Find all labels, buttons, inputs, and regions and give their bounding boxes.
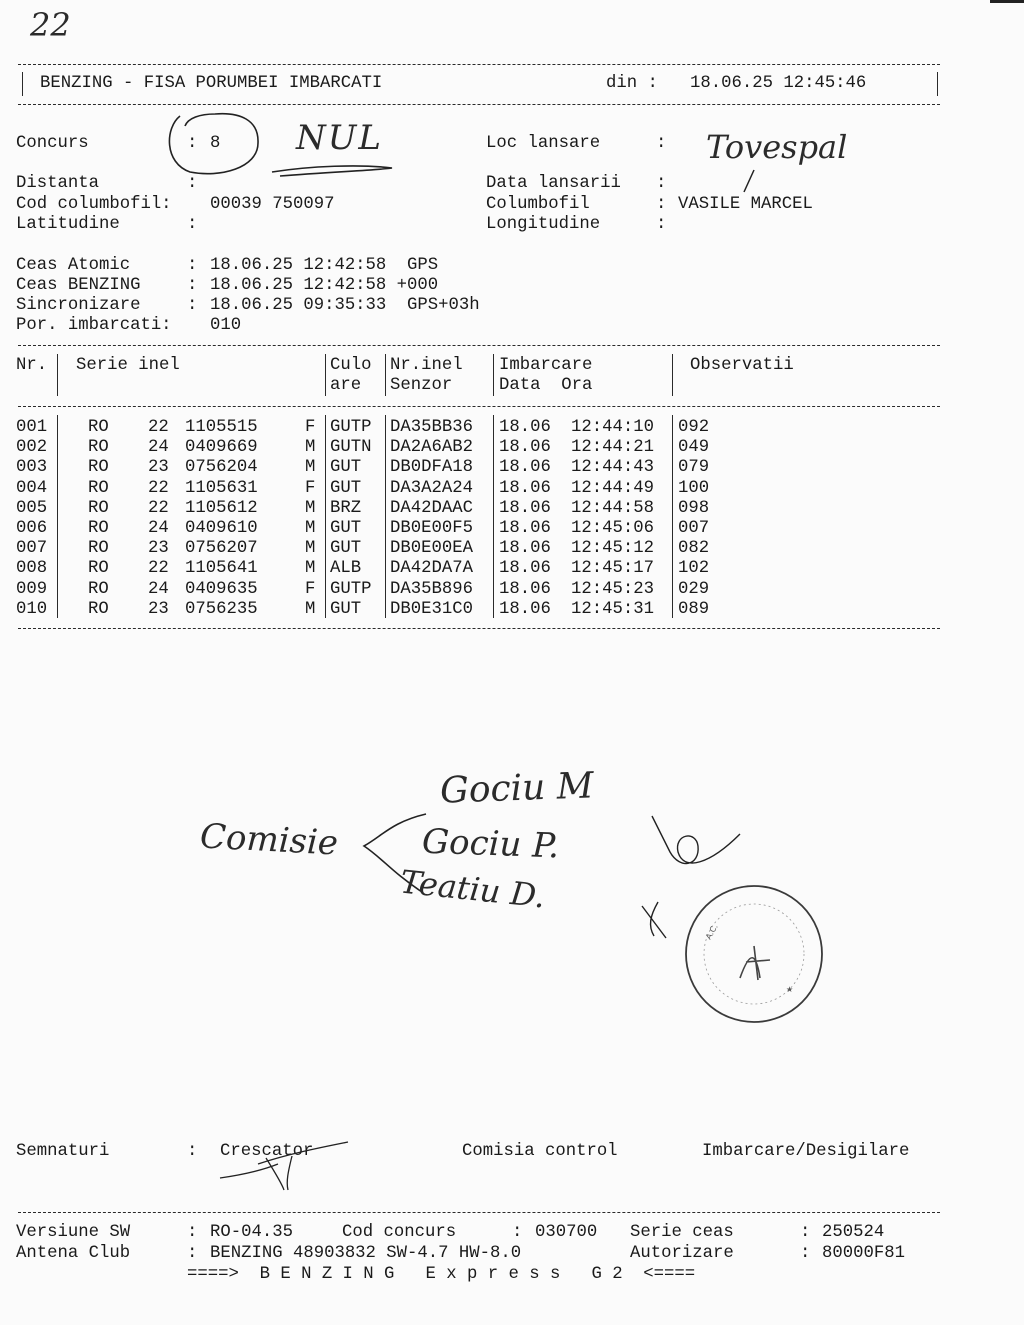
row-embark-time: 12:44:58	[571, 498, 654, 518]
antena-club-colon: :	[187, 1244, 198, 1263]
row-ring-number: 0409610	[185, 519, 258, 538]
row-sensor-id: DB0E31C0	[390, 599, 473, 619]
row-number: 006	[16, 519, 48, 538]
serie-ceas-value: 250524	[822, 1223, 885, 1242]
row-embark-date: 18.06	[499, 478, 551, 498]
row-observatii: 049	[678, 438, 710, 458]
cod-columbofil-value: 00039 750097	[210, 195, 335, 214]
row-country: RO	[88, 519, 109, 538]
table-top-rule	[18, 345, 940, 346]
versiune-sw-colon: :	[187, 1223, 198, 1242]
ceas-benzing-label: Ceas BENZING	[16, 276, 141, 295]
row-number: 001	[16, 418, 48, 437]
ceas-atomic-value: 18.06.25 12:42:58 GPS	[210, 256, 439, 275]
loc-lansare-handwritten: Tovespal	[706, 128, 848, 166]
row-observatii: 079	[678, 458, 710, 478]
col-header-imbarcare-2: Data Ora	[499, 376, 593, 395]
row-ring-number: 1105612	[185, 498, 258, 518]
row-ring-year: 24	[148, 438, 169, 458]
row-ring-number: 1105641	[185, 559, 258, 579]
row-embark-date: 18.06	[499, 579, 551, 599]
row-sex: F	[305, 579, 316, 599]
row-embark-date: 18.06	[499, 599, 551, 619]
row-number: 010	[16, 599, 48, 619]
row-number: 009	[16, 579, 48, 599]
col-header-nr-inel-1: Nr.inel	[390, 356, 463, 375]
row-embark-time: 12:45:23	[571, 579, 654, 599]
row-observatii: 098	[678, 498, 710, 518]
row-color: GUT	[330, 458, 362, 478]
row-color: BRZ	[330, 498, 362, 518]
row-color: ALB	[330, 559, 362, 579]
row-embark-date: 18.06	[499, 539, 551, 559]
official-stamp	[680, 880, 828, 1028]
table-bottom-rule	[18, 628, 940, 629]
signature-crescator: Crescator	[220, 1142, 314, 1161]
versiune-sw-label: Versiune SW	[16, 1223, 131, 1242]
row-sensor-id: DA42DA7A	[390, 559, 473, 579]
crescator-signature-scribble	[218, 1134, 358, 1194]
benzing-express-banner: ====> B E N Z I N G E x p r e s s G 2 <====	[187, 1265, 696, 1284]
body-divider-5	[672, 415, 673, 618]
row-color: GUT	[330, 478, 362, 498]
versiune-sw-value: RO-04.35	[210, 1223, 293, 1242]
col-header-imbarcare-1: Imbarcare	[499, 356, 593, 375]
cod-concurs-label: Cod concurs	[342, 1223, 457, 1242]
row-number: 007	[16, 539, 48, 559]
row-observatii: 082	[678, 539, 710, 559]
col-header-culoare-2: are	[330, 376, 362, 395]
row-country: RO	[88, 478, 109, 498]
report-title: BENZING - FISA PORUMBEI IMBARCATI	[40, 74, 383, 93]
autorizare-colon: :	[800, 1244, 811, 1263]
row-color: GUTP	[330, 418, 372, 437]
row-sensor-id: DB0E00F5	[390, 519, 473, 538]
header-divider-3	[385, 354, 386, 396]
latitudine-label: Latitudine	[16, 215, 120, 234]
row-embark-date: 18.06	[499, 418, 551, 437]
svg-text:★: ★	[786, 985, 794, 994]
row-sex: M	[305, 519, 316, 538]
row-observatii: 102	[678, 559, 710, 579]
table-header-rule	[18, 406, 940, 407]
report-date-value: 18.06.25 12:45:46	[690, 74, 867, 93]
concurs-value: 8	[210, 134, 221, 153]
autorizare-value: 80000F81	[822, 1244, 905, 1263]
row-country: RO	[88, 579, 109, 599]
row-sensor-id: DA35B896	[390, 579, 473, 599]
row-ring-year: 24	[148, 579, 169, 599]
row-sex: M	[305, 458, 316, 478]
body-divider-1	[57, 415, 58, 618]
concurs-handwritten-note: NUL	[296, 118, 383, 158]
col-header-serie: Serie inel	[76, 356, 180, 375]
col-header-culoare-1: Culo	[330, 356, 372, 375]
sincronizare-colon: :	[187, 296, 198, 315]
row-observatii: 092	[678, 418, 710, 437]
row-color: GUT	[330, 519, 362, 538]
por-imbarcati-value: 010	[210, 316, 242, 335]
row-sex: M	[305, 498, 316, 518]
row-sensor-id: DA42DAAC	[390, 498, 473, 518]
col-header-nr-inel-2: Senzor	[390, 376, 453, 395]
cod-columbofil-label: Cod columbofil:	[16, 195, 172, 214]
por-imbarcati-label: Por. imbarcati:	[16, 316, 172, 335]
row-ring-year: 23	[148, 599, 169, 619]
col-header-observatii: Observatii	[690, 356, 794, 375]
data-lansarii-label: Data lansarii	[486, 174, 621, 193]
row-number: 008	[16, 559, 48, 579]
row-color: GUT	[330, 539, 362, 559]
serie-ceas-label: Serie ceas	[630, 1223, 734, 1242]
row-ring-year: 22	[148, 418, 169, 437]
row-embark-time: 12:44:49	[571, 478, 654, 498]
autorizare-label: Autorizare	[630, 1244, 734, 1263]
longitudine-colon: :	[656, 215, 667, 234]
concurs-handwritten-underline	[270, 160, 400, 180]
ceas-benzing-value: 18.06.25 12:42:58 +000	[210, 276, 439, 295]
distanta-colon: :	[187, 174, 198, 193]
row-color: GUT	[330, 599, 362, 619]
header-right-border	[937, 72, 938, 96]
handwritten-commission-line-3: Teatiu D.	[398, 862, 548, 916]
header-left-border	[22, 72, 23, 96]
latitudine-colon: :	[187, 215, 198, 234]
loc-lansare-handwritten-stroke	[738, 168, 758, 196]
row-sex: M	[305, 559, 316, 579]
sincronizare-label: Sincronizare	[16, 296, 141, 315]
header-divider-4	[493, 354, 494, 396]
row-embark-date: 18.06	[499, 559, 551, 579]
row-sensor-id: DA3A2A24	[390, 478, 473, 498]
header-bottom-rule	[18, 104, 940, 105]
concurs-handwritten-circle	[160, 108, 270, 178]
row-ring-year: 22	[148, 478, 169, 498]
row-sex: F	[305, 418, 316, 437]
row-ring-number: 0756235	[185, 599, 258, 619]
row-number: 002	[16, 438, 48, 458]
row-number: 004	[16, 478, 48, 498]
row-color: GUTN	[330, 438, 372, 458]
row-ring-year: 23	[148, 458, 169, 478]
row-embark-time: 12:44:10	[571, 418, 654, 437]
body-divider-4	[493, 415, 494, 618]
row-embark-time: 12:44:21	[571, 438, 654, 458]
row-sex: M	[305, 438, 316, 458]
handwritten-commission-line-1: Gociu M	[439, 765, 595, 812]
svg-text:A.C.: A.C.	[703, 922, 720, 941]
concurs-colon: :	[187, 134, 198, 153]
row-ring-number: 0409635	[185, 579, 258, 599]
row-observatii: 100	[678, 478, 710, 498]
row-country: RO	[88, 458, 109, 478]
row-embark-time: 12:44:43	[571, 458, 654, 478]
row-embark-time: 12:45:06	[571, 519, 654, 538]
row-ring-number: 0756204	[185, 458, 258, 478]
row-country: RO	[88, 438, 109, 458]
row-country: RO	[88, 559, 109, 579]
semnaturi-label: Semnaturi	[16, 1142, 110, 1161]
row-sex: F	[305, 478, 316, 498]
scan-edge-mark	[990, 0, 1024, 3]
ceas-atomic-label: Ceas Atomic	[16, 256, 131, 275]
distanta-label: Distanta	[16, 174, 99, 193]
concurs-label: Concurs	[16, 134, 89, 153]
handwritten-commission-label: Comisie	[199, 816, 339, 864]
ceas-atomic-colon: :	[187, 256, 198, 275]
row-embark-date: 18.06	[499, 438, 551, 458]
body-divider-3	[385, 415, 386, 618]
handwritten-commission-line-2: Gociu P.	[421, 821, 560, 867]
row-ring-year: 24	[148, 519, 169, 538]
antena-club-label: Antena Club	[16, 1244, 131, 1263]
columbofil-value: VASILE MARCEL	[678, 195, 813, 214]
header-divider-2	[325, 354, 326, 396]
row-sensor-id: DA35BB36	[390, 418, 473, 437]
cod-concurs-colon: :	[512, 1223, 523, 1242]
cod-concurs-value: 030700	[535, 1223, 598, 1242]
row-ring-year: 22	[148, 559, 169, 579]
semnaturi-colon: :	[187, 1142, 198, 1161]
report-date-label: din :	[606, 74, 658, 93]
columbofil-label: Columbofil	[486, 195, 590, 214]
row-country: RO	[88, 418, 109, 437]
footer-top-rule	[18, 1212, 940, 1213]
sincronizare-value: 18.06.25 09:35:33 GPS+03h	[210, 296, 480, 315]
row-embark-time: 12:45:17	[571, 559, 654, 579]
body-divider-2	[325, 415, 326, 618]
ceas-benzing-colon: :	[187, 276, 198, 295]
row-embark-date: 18.06	[499, 519, 551, 538]
row-ring-number: 1105515	[185, 418, 258, 437]
row-sex: M	[305, 599, 316, 619]
col-header-nr: Nr.	[16, 356, 48, 375]
row-embark-time: 12:45:31	[571, 599, 654, 619]
header-divider-5	[672, 354, 673, 396]
row-embark-date: 18.06	[499, 458, 551, 478]
row-country: RO	[88, 498, 109, 518]
page-number-handwritten: 22	[30, 6, 71, 44]
row-observatii: 089	[678, 599, 710, 619]
header-top-rule	[18, 64, 940, 65]
row-ring-year: 22	[148, 498, 169, 518]
row-ring-number: 1105631	[185, 478, 258, 498]
row-sex: M	[305, 539, 316, 559]
serie-ceas-colon: :	[800, 1223, 811, 1242]
row-observatii: 007	[678, 519, 710, 538]
row-country: RO	[88, 599, 109, 619]
row-embark-time: 12:45:12	[571, 539, 654, 559]
antena-club-value: BENZING 48903832 SW-4.7 HW-8.0	[210, 1244, 522, 1263]
signature-comisia-control: Comisia control	[462, 1142, 618, 1161]
row-sensor-id: DB0DFA18	[390, 458, 473, 478]
row-sensor-id: DA2A6AB2	[390, 438, 473, 458]
row-ring-number: 0756207	[185, 539, 258, 559]
row-number: 003	[16, 458, 48, 478]
row-country: RO	[88, 539, 109, 559]
signature-imbarcare-desigilare: Imbarcare/Desigilare	[702, 1142, 910, 1161]
longitudine-label: Longitudine	[486, 215, 601, 234]
row-embark-date: 18.06	[499, 498, 551, 518]
data-lansarii-colon: :	[656, 174, 667, 193]
loc-lansare-colon: :	[656, 134, 667, 153]
columbofil-colon: :	[656, 195, 667, 214]
loc-lansare-label: Loc lansare	[486, 134, 601, 153]
row-number: 005	[16, 498, 48, 518]
row-ring-year: 23	[148, 539, 169, 559]
header-divider-1	[57, 354, 58, 396]
row-sensor-id: DB0E00EA	[390, 539, 473, 559]
row-ring-number: 0409669	[185, 438, 258, 458]
row-observatii: 029	[678, 579, 710, 599]
row-color: GUTP	[330, 579, 372, 599]
